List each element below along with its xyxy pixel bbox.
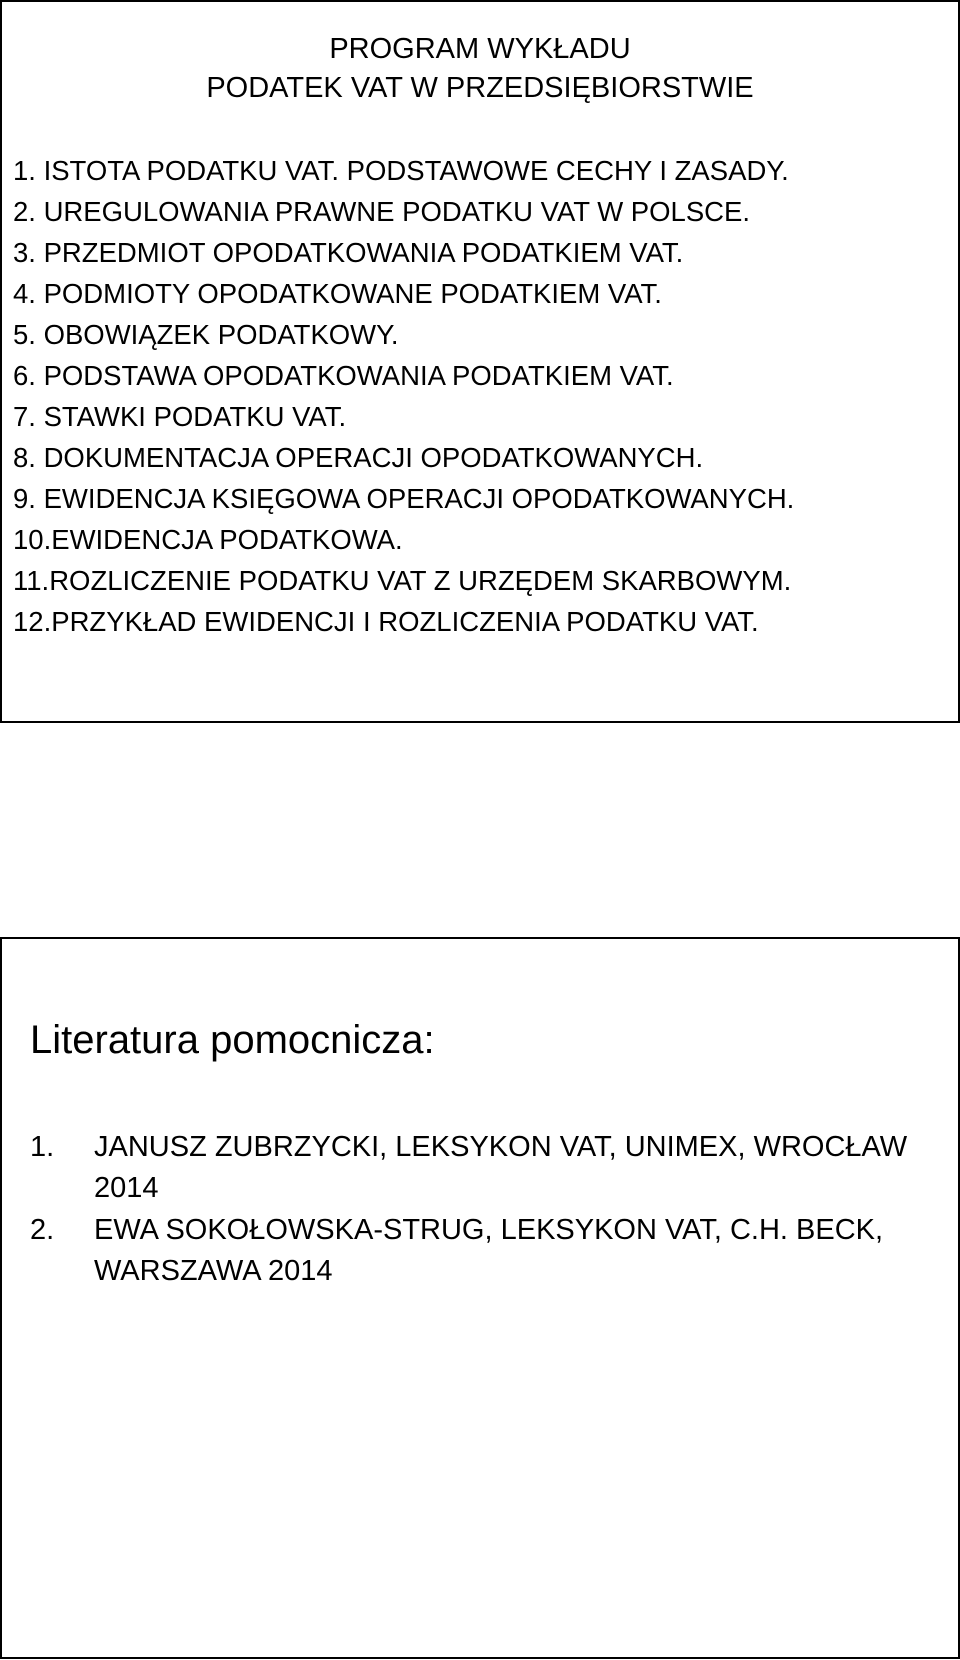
agenda-item: 4. PODMIOTY OPODATKOWANE PODATKIEM VAT.	[13, 278, 662, 309]
agenda-item: 1. ISTOTA PODATKU VAT. PODSTAWOWE CECHY I ZASADY.	[13, 155, 789, 186]
literature-item-number: 1.	[30, 1131, 55, 1163]
agenda-item: 11.ROZLICZENIE PODATKU VAT Z URZĘDEM SKARBOWYM.	[13, 565, 792, 596]
agenda-item: 5. OBOWIĄZEK PODATKOWY.	[13, 319, 399, 350]
literature-heading: Literatura pomocnicza:	[30, 1018, 435, 1062]
title-line-2: PODATEK VAT W PRZEDSIĘBIORSTWIE	[206, 72, 754, 104]
agenda-item: 3. PRZEDMIOT OPODATKOWANIA PODATKIEM VAT.	[13, 237, 684, 268]
agenda-item: 9. EWIDENCJA KSIĘGOWA OPERACJI OPODATKOWANYCH.	[13, 483, 795, 514]
agenda-item: 8. DOKUMENTACJA OPERACJI OPODATKOWANYCH.	[13, 442, 704, 473]
agenda-item: 7. STAWKI PODATKU VAT.	[13, 401, 347, 432]
agenda-item: 10.EWIDENCJA PODATKOWA.	[13, 524, 403, 555]
agenda-item: 6. PODSTAWA OPODATKOWANIA PODATKIEM VAT.	[13, 360, 674, 391]
agenda-item: 2. UREGULOWANIA PRAWNE PODATKU VAT W POLSCE.	[13, 196, 751, 227]
lecture-title	[0, 30, 960, 108]
literature-list	[30, 1127, 930, 1292]
literature-item-text: JANUSZ ZUBRZYCKI, LEKSYKON VAT, UNIMEX, WROCŁAW 2014	[94, 1131, 908, 1204]
literature-item	[30, 1127, 930, 1209]
title-line-1: PROGRAM WYKŁADU	[329, 33, 631, 65]
agenda-item: 12.PRZYKŁAD EWIDENCJI I ROZLICZENIA PODATKU VAT.	[13, 606, 759, 637]
literature-item-number: 2.	[30, 1214, 55, 1246]
literature-item	[30, 1210, 930, 1292]
agenda-list	[13, 150, 794, 642]
literature-item-text: EWA SOKOŁOWSKA-STRUG, LEKSYKON VAT, C.H. BECK, WARSZAWA 2014	[94, 1214, 884, 1287]
